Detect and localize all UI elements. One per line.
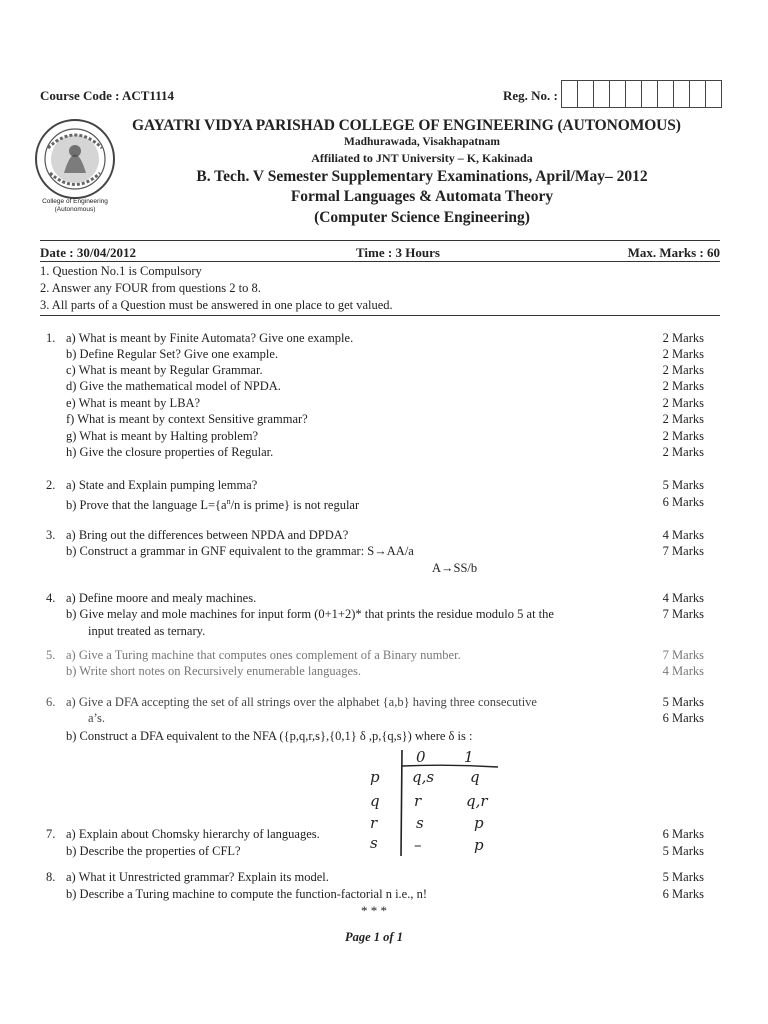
nfa-header-0: 0 (416, 748, 426, 766)
q1b-marks: 2 Marks (662, 347, 704, 361)
q1e-marks: 2 Marks (662, 396, 704, 410)
q2b-text: b) Prove that the language $L=\{a^n/n$ is prime} is not regular (66, 497, 360, 513)
q7b-text: b) Describe the properties of CFL? (66, 844, 241, 858)
q1h-text: h) Give the closure properties of Regular. (66, 445, 274, 459)
branch-title: (Computer Science Engineering) (314, 209, 530, 226)
q3a-marks: 4 Marks (662, 528, 704, 542)
nfa-cell: q (470, 768, 480, 786)
q4b-marks: 7 Marks (662, 607, 704, 621)
q5a-text: a) Give a Turing machine that computes ones complement of a Binary number. (66, 648, 461, 662)
q1d-marks: 2 Marks (662, 379, 704, 393)
affiliation: Affiliated to JNT University – K, Kakinada (311, 151, 533, 165)
q5a-marks: 7 Marks (662, 648, 704, 662)
q1b-text: b) Define Regular Set? Give one example. (66, 347, 279, 361)
question-number: 5. (46, 648, 56, 662)
question-number: 8. (46, 870, 56, 884)
college-seal-logo (34, 118, 116, 200)
nfa-cell: p (474, 814, 484, 832)
q1h-marks: 2 Marks (662, 445, 704, 459)
q5b-text: b) Write short notes on Recursively enumerable languages. (66, 664, 362, 678)
q2a-text: a) State and Explain pumping lemma? (66, 478, 258, 492)
q4a-marks: 4 Marks (662, 591, 704, 605)
q7a-text: a) Explain about Chomsky hierarchy of languages. (66, 827, 320, 841)
q4b-text: b) Give melay and mole machines for input form (0+1+2)* that prints the residue modulo 5 at the (66, 607, 554, 621)
q8a-text: a) What it Unrestricted grammar? Explain its model. (66, 870, 329, 884)
college-name: GAYATRI VIDYA PARISHAD COLLEGE OF ENGINEERING (AUTONOMOUS) (132, 117, 681, 134)
exam-title: B. Tech. V Semester Supplementary Examinations, April/May– 2012 (196, 168, 648, 185)
nfa-cell: q,r (466, 792, 488, 810)
q1f-marks: 2 Marks (662, 412, 704, 426)
nfa-cell: – (414, 836, 422, 854)
q4b-continuation: input treated as ternary. (88, 624, 206, 638)
q8b-text: b) Describe a Turing machine to compute the function-factorial n i.e., n! (66, 887, 428, 901)
max-marks: Max. Marks : 60 (627, 245, 720, 260)
q2b-marks: 6 Marks (662, 495, 704, 509)
instruction-3: 3. All parts of a Question must be answered in one place to get valued. (40, 298, 393, 312)
nfa-cell: q,s (412, 768, 435, 786)
q4a-text: a) Define moore and mealy machines. (66, 591, 257, 605)
q1a-text: a) What is meant by Finite Automata? Give one example. (66, 331, 354, 345)
nfa-transition-table (360, 748, 530, 860)
q7b-marks: 5 Marks (662, 844, 704, 858)
nfa-state-r: r (370, 814, 378, 832)
q3b-text: b) Construct a grammar in GNF equivalent to the grammar: S→AA/a (66, 544, 414, 558)
exam-date: Date : 30/04/2012 (40, 245, 137, 260)
q6a-marks: 5 Marks (662, 695, 704, 709)
q1g-marks: 2 Marks (662, 429, 704, 443)
exam-time: Time : 3 Hours (356, 245, 440, 260)
logo-caption-2: (Autonomous) (54, 206, 96, 213)
q1e-text: e) What is meant by LBA? (66, 396, 201, 410)
q6b-text: b) Construct a DFA equivalent to the NFA ({p,q,r,s},{0,1} δ ,p,{q,s}) where δ is : (66, 729, 473, 743)
question-number: 2. (46, 478, 56, 492)
q6a-continuation: a’s. (88, 711, 106, 725)
q1a-marks: 2 Marks (662, 331, 704, 345)
reg-no-boxes[interactable] (561, 80, 722, 108)
q2a-marks: 5 Marks (662, 478, 704, 492)
question-number: 3. (46, 528, 56, 542)
logo-caption-1: College of Engineering (42, 198, 108, 205)
reg-no-label: Reg. No. : (503, 88, 558, 103)
question-number: 4. (46, 591, 56, 605)
q1f-text: f) What is meant by context Sensitive grammar? (66, 412, 308, 426)
q3b-production-2: A→SS/b (432, 561, 478, 575)
page-number: Page 1 of 1 (345, 930, 403, 944)
instruction-1: 1. Question No.1 is Compulsory (40, 264, 202, 278)
q7a-marks: 6 Marks (662, 827, 704, 841)
question-number: 7. (46, 827, 56, 841)
q5b-marks: 4 Marks (662, 664, 704, 678)
course-code: Course Code : ACT1114 (40, 88, 174, 103)
instruction-2: 2. Answer any FOUR from questions 2 to 8. (40, 281, 261, 295)
q1c-text: c) What is meant by Regular Grammar. (66, 363, 263, 377)
q6a-text: a) Give a DFA accepting the set of all strings over the alphabet {a,b} having three consecutive (66, 695, 537, 709)
q8b-marks: 6 Marks (662, 887, 704, 901)
nfa-state-s: s (370, 834, 378, 852)
nfa-cell: s (416, 814, 424, 832)
nfa-cell: r (414, 792, 422, 810)
subject-title: Formal Languages & Automata Theory (290, 188, 554, 205)
q1d-text: d) Give the mathematical model of NPDA. (66, 379, 281, 393)
q8a-marks: 5 Marks (662, 870, 704, 884)
q6b-marks: 6 Marks (662, 711, 704, 725)
question-number: 1. (46, 331, 56, 345)
q1g-text: g) What is meant by Halting problem? (66, 429, 259, 443)
q3a-text: a) Bring out the differences between NPDA and DPDA? (66, 528, 349, 542)
nfa-cell: p (474, 836, 484, 854)
college-location: Madhurawada, Visakhapatnam (344, 136, 500, 148)
question-number: 6. (46, 695, 56, 709)
nfa-header-1: 1 (464, 748, 474, 766)
q3b-marks: 7 Marks (662, 544, 704, 558)
end-stars: * * * (361, 903, 387, 918)
q1c-marks: 2 Marks (662, 363, 704, 377)
nfa-state-p: p (370, 768, 380, 786)
nfa-state-q: q (370, 792, 380, 810)
